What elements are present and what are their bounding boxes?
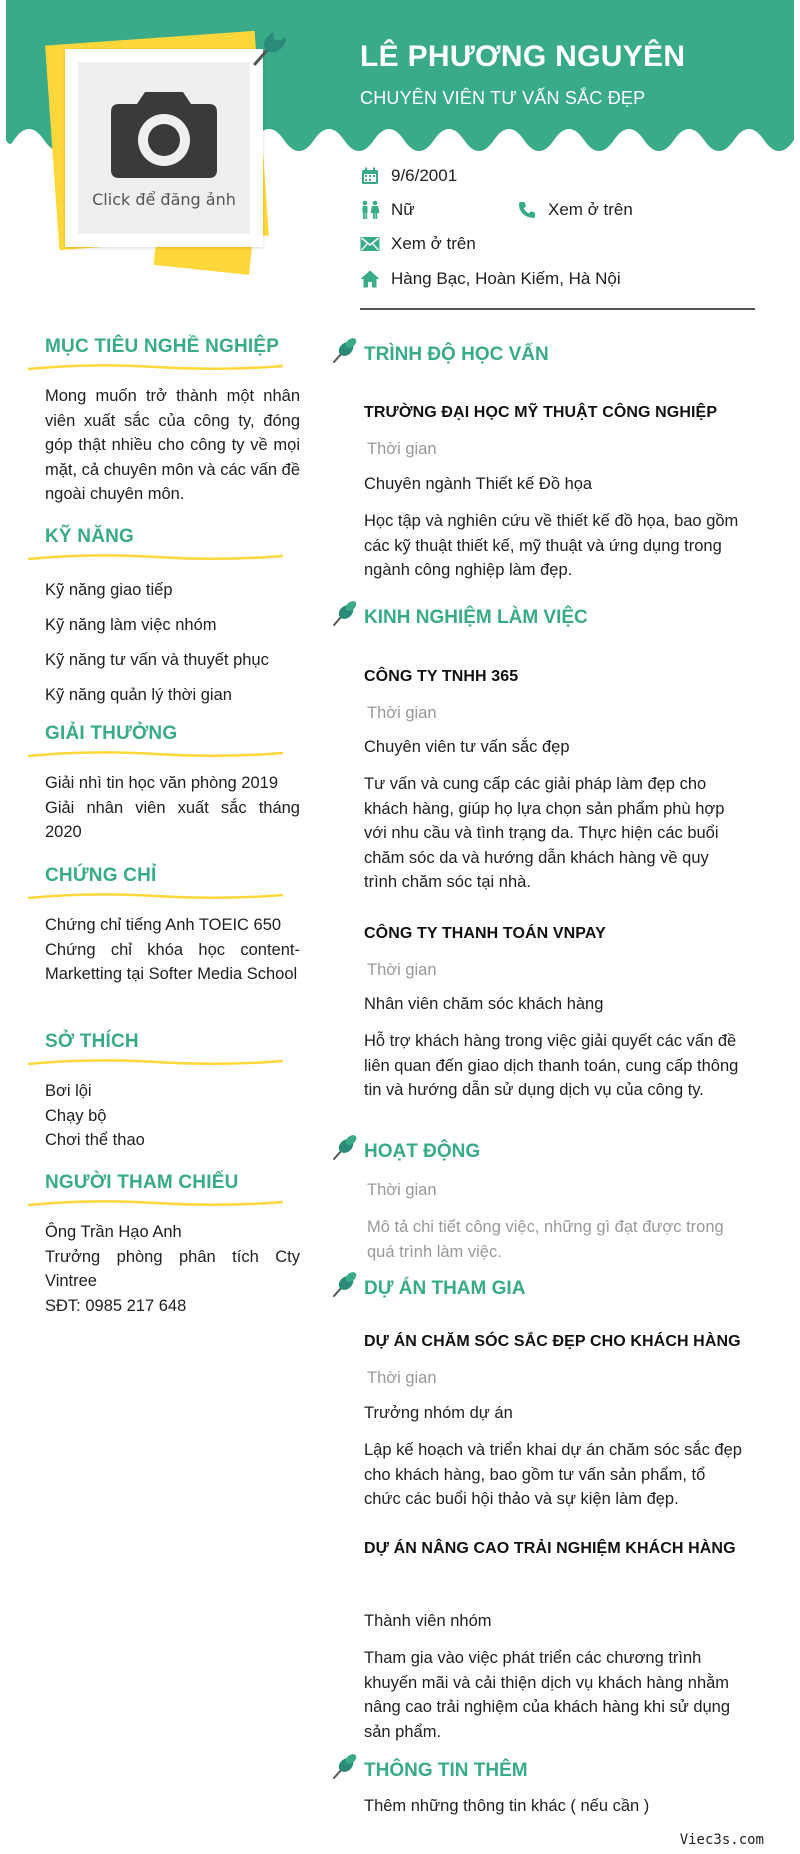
gender-value: Nữ bbox=[391, 200, 415, 219]
list-item: Bơi lội bbox=[45, 1082, 92, 1100]
education-time: Thời gian bbox=[367, 440, 437, 458]
section-title: KỸ NĂNG bbox=[45, 526, 135, 547]
list-item: Chứng chỉ tiếng Anh TOEIC 650 bbox=[45, 916, 282, 934]
list-item: Giải nhân viên xuất sắc tháng 2020 bbox=[45, 798, 300, 841]
section-hobbies bbox=[28, 1031, 300, 1153]
extra-text: Thêm những thông tin khác ( nếu cần ) bbox=[364, 1797, 650, 1815]
activities-desc: Mô tả chi tiết công việc, những gì đạt được trong quá trình làm việc. bbox=[367, 1218, 724, 1261]
experience-time: Thời gian bbox=[367, 704, 437, 722]
section-activities-title bbox=[330, 1141, 480, 1163]
wave-underline bbox=[28, 1198, 283, 1208]
birthday-value: 9/6/2001 bbox=[391, 166, 458, 185]
project-desc: Tham gia vào việc phát triển các chương trình khuyến mãi và cải thiện dịch vụ khách hàng nhằm nâng cao trải nghiệm của khách hàng khi sử dụng sản phẩm. bbox=[364, 1649, 731, 1741]
pushpin-icon bbox=[330, 336, 360, 366]
list-item: Kỹ năng làm việc nhóm bbox=[45, 616, 217, 634]
list-item: Kỹ năng quản lý thời gian bbox=[45, 686, 232, 704]
camera-icon bbox=[111, 88, 217, 178]
section-title: SỞ THÍCH bbox=[45, 1031, 139, 1052]
objective-text: Mong muốn trở thành một nhân viên xuất sắc của công ty, đóng góp thật nhiều cho công ty về mọi mặt, cả chuyên môn và các vấn đề ngoài chuyên môn. bbox=[45, 387, 300, 503]
info-address bbox=[360, 269, 621, 289]
references-list bbox=[28, 1220, 300, 1318]
section-skills bbox=[28, 526, 300, 718]
address-value: Hàng Bạc, Hoàn Kiếm, Hà Nội bbox=[391, 269, 621, 288]
project-time: Thời gian bbox=[367, 1369, 437, 1387]
calendar-icon bbox=[360, 166, 380, 186]
wave-underline bbox=[28, 749, 283, 759]
email-value: Xem ở trên bbox=[391, 234, 476, 253]
education-desc: Học tập và nghiên cứu về thiết kế đồ họa, bao gồm các kỹ thuật thiết kế, mỹ thuật và ứng dụng trong ngành công nghiệp làm đẹp. bbox=[364, 512, 739, 579]
home-icon bbox=[360, 269, 380, 289]
section-title: DỰ ÁN THAM GIA bbox=[364, 1278, 526, 1299]
list-item: Trưởng phòng phân tích Cty Vintree bbox=[45, 1247, 300, 1290]
section-certificates bbox=[28, 865, 300, 987]
info-email bbox=[360, 234, 476, 254]
project-desc: Lập kế hoạch và triển khai dự án chăm sóc sắc đẹp cho khách hàng, bao gồm tư vấn sản phẩm, tổ chức các buổi hội thảo và sự kiện làm đẹp. bbox=[364, 1441, 742, 1508]
awards-list bbox=[28, 771, 300, 845]
project-org: DỰ ÁN CHĂM SÓC SẮC ĐẸP CHO KHÁCH HÀNG bbox=[364, 1333, 741, 1350]
experience-role: Chuyên viên tư vấn sắc đẹp bbox=[364, 738, 570, 756]
section-experience-title bbox=[330, 607, 588, 629]
pushpin-icon bbox=[330, 1133, 360, 1163]
list-item: Chứng chỉ khóa học content-Marketting tại Softer Media School bbox=[45, 940, 300, 983]
certificates-list bbox=[28, 913, 300, 987]
section-title: KINH NGHIỆM LÀM VIỆC bbox=[364, 607, 588, 628]
avatar-upload-button[interactable] bbox=[78, 62, 250, 234]
experience-desc: Hỗ trợ khách hàng trong việc giải quyết các vấn đề liên quan đến giao dịch thanh toán, cung cấp thông tin và hướng dẫn sử dụng dịch vụ của công ty. bbox=[364, 1032, 739, 1099]
experience-time: Thời gian bbox=[367, 961, 437, 979]
hobbies-list bbox=[28, 1079, 300, 1153]
education-role: Chuyên ngành Thiết kế Đồ họa bbox=[364, 475, 593, 493]
candidate-name: LÊ PHƯƠNG NGUYÊN bbox=[360, 40, 686, 73]
list-item: SĐT: 0985 217 648 bbox=[45, 1296, 187, 1315]
phone-value: Xem ở trên bbox=[548, 200, 633, 219]
section-title: HOẠT ĐỘNG bbox=[364, 1141, 481, 1162]
list-item: Chơi thể thao bbox=[45, 1131, 145, 1149]
project-role: Trưởng nhóm dự án bbox=[364, 1404, 513, 1422]
list-item: Kỹ năng tư vấn và thuyết phục bbox=[45, 651, 269, 669]
watermark: Viec3s.com bbox=[679, 1832, 764, 1848]
wave-underline bbox=[28, 362, 283, 372]
section-extra-title bbox=[330, 1760, 528, 1782]
experience-role: Nhân viên chăm sóc khách hàng bbox=[364, 995, 604, 1013]
section-projects-title bbox=[330, 1278, 525, 1300]
section-title: TRÌNH ĐỘ HỌC VẤN bbox=[364, 344, 549, 365]
info-divider bbox=[360, 308, 755, 310]
section-title: CHỨNG CHỈ bbox=[45, 865, 157, 886]
project-org: DỰ ÁN NÂNG CAO TRẢI NGHIỆM KHÁCH HÀNG bbox=[364, 1540, 736, 1557]
section-title: GIẢI THƯỞNG bbox=[45, 723, 178, 744]
gender-icon bbox=[360, 200, 380, 220]
pushpin-icon bbox=[330, 599, 360, 629]
list-item: Ông Trần Hạo Anh bbox=[45, 1223, 182, 1241]
list-item: Giải nhì tin học văn phòng 2019 bbox=[45, 774, 279, 792]
section-title: THÔNG TIN THÊM bbox=[364, 1760, 528, 1781]
section-awards bbox=[28, 723, 300, 845]
wave-underline bbox=[28, 552, 283, 562]
job-title: CHUYÊN VIÊN TƯ VẤN SẮC ĐẸP bbox=[360, 88, 646, 108]
section-education-title bbox=[330, 344, 549, 366]
section-references bbox=[28, 1172, 300, 1318]
experience-desc: Tư vấn và cung cấp các giải pháp làm đẹp cho khách hàng, giúp họ lựa chọn sản phẩm phù hợp với nhu cầu và tình trạng da. Thực hiện các buổi chăm sóc da và hướng dẫn khách hàng về quy trình chăm sóc tại nhà. bbox=[364, 775, 725, 891]
info-phone bbox=[517, 200, 633, 220]
experience-org: CÔNG TY THANH TOÁN VNPAY bbox=[364, 925, 606, 942]
experience-org: CÔNG TY TNHH 365 bbox=[364, 668, 519, 685]
pushpin-icon bbox=[330, 1752, 360, 1782]
wave-underline bbox=[28, 891, 283, 901]
wave-underline bbox=[28, 1057, 283, 1067]
phone-icon bbox=[517, 200, 537, 220]
project-role: Thành viên nhóm bbox=[364, 1612, 492, 1630]
section-objective bbox=[28, 336, 300, 507]
photo-caption: Click để đăng ảnh bbox=[92, 189, 236, 209]
education-org: TRƯỜNG ĐẠI HỌC MỸ THUẬT CÔNG NGHIỆP bbox=[364, 404, 718, 421]
info-birthday bbox=[360, 166, 457, 186]
pushpin-icon bbox=[249, 22, 293, 68]
list-item: Chạy bộ bbox=[45, 1106, 107, 1125]
list-item: Kỹ năng giao tiếp bbox=[45, 581, 173, 599]
info-gender bbox=[360, 200, 415, 220]
section-title: NGƯỜI THAM CHIẾU bbox=[45, 1172, 239, 1193]
skills-list bbox=[28, 578, 300, 708]
pushpin-icon bbox=[330, 1270, 360, 1300]
envelope-icon bbox=[360, 234, 380, 254]
activities-time: Thời gian bbox=[367, 1181, 437, 1199]
avatar-photo-frame bbox=[44, 28, 284, 268]
section-title: MỤC TIÊU NGHỀ NGHIỆP bbox=[45, 336, 280, 357]
